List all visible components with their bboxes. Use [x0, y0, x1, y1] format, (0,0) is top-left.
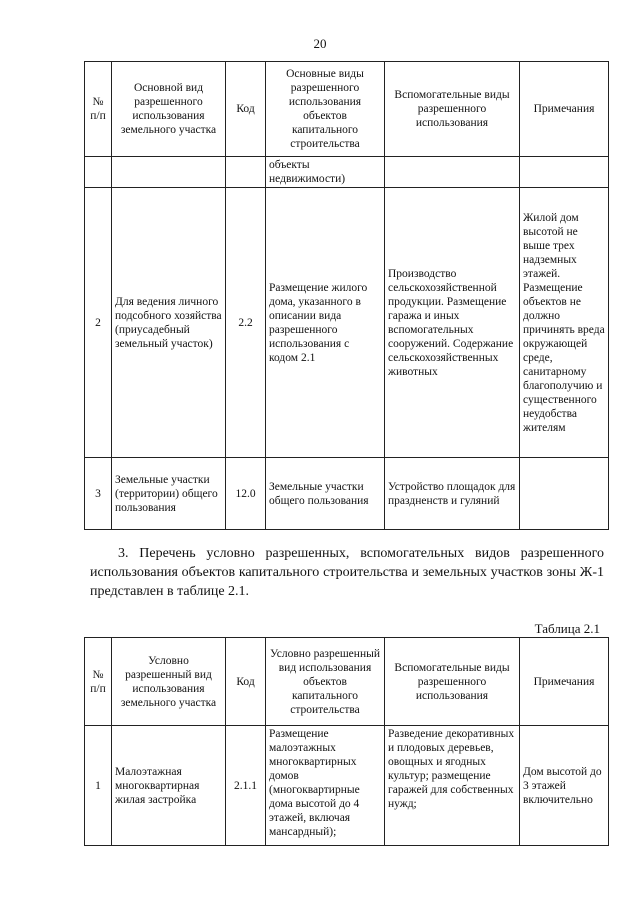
- row-main-objects: Земельные участки общего пользования: [266, 458, 385, 530]
- row-aux-use: Производство сельскохозяйственной продукции. Размещение гаража и иных вспомогательных сооружений. Содержание сельскохозяйственных животных: [385, 188, 520, 458]
- row-main-use: Малоэтажная многоквартирная жилая застройка: [112, 726, 226, 846]
- row-code: 2.1.1: [226, 726, 266, 846]
- row-num: 1: [85, 726, 112, 846]
- row-code: 12.0: [226, 458, 266, 530]
- header-num: № п/п: [85, 638, 112, 726]
- row-main-objects: Размещение малоэтажных многоквартирных домов (многоквартирные дома высотой до 4 этажей, включая мансардный);: [266, 726, 385, 846]
- table-row: [85, 726, 609, 846]
- header-aux-use: Вспомогательные виды разрешенного использования: [385, 62, 520, 157]
- paragraph-text: 3. Перечень условно разрешенных, вспомогательных видов разрешенного использования объектов капитального строительства и земельных участков зоны Ж-1 представлен в таблице 2.1.: [90, 546, 604, 599]
- page-number: 20: [313, 36, 327, 51]
- table-row: [85, 188, 609, 458]
- row-aux-use: Разведение декоративных и плодовых деревьев, овощных и ягодных культур; размещение гаражей для собственных нужд;: [385, 726, 520, 846]
- table-permitted-uses: [84, 61, 609, 530]
- table-row-continuation: [85, 157, 609, 188]
- header-main-use: Условно разрешенный вид использования земельного участка: [112, 638, 226, 726]
- header-code: Код: [226, 638, 266, 726]
- header-aux-use: Вспомогательные виды разрешенного использования: [385, 638, 520, 726]
- table-header-row: [85, 638, 609, 726]
- table-caption: Таблица 2.1: [534, 621, 600, 636]
- table-header-row: [85, 62, 609, 157]
- row-notes: Дом высотой до 3 этажей включительно: [520, 726, 609, 846]
- header-main-use: Основной вид разрешенного использования земельного участка: [112, 62, 226, 157]
- header-notes: Примечания: [520, 638, 609, 726]
- row-aux-use: Устройство площадок для праздненств и гуляний: [385, 458, 520, 530]
- row-main-objects: Размещение жилого дома, указанного в описании вида разрешенного использования с кодом 2.1: [266, 188, 385, 458]
- row-num: 2: [85, 188, 112, 458]
- row-main-use: Для ведения личного подсобного хозяйства (приусадебный земельный участок): [112, 188, 226, 458]
- header-code: Код: [226, 62, 266, 157]
- row-code: 2.2: [226, 188, 266, 458]
- header-main-objects: Основные виды разрешенного использования объектов капитального строительства: [266, 62, 385, 157]
- paragraph-3: [90, 544, 604, 601]
- row-notes: Жилой дом высотой не выше трех надземных этажей. Размещение объектов не должно причинять вреда окружающей среде, санитарному благополучию и существенного неудобства жителям: [520, 188, 609, 458]
- header-notes: Примечания: [520, 62, 609, 157]
- table-row: [85, 458, 609, 530]
- continuation-cell: объекты недвижимости): [266, 157, 385, 188]
- row-num: 3: [85, 458, 112, 530]
- header-num: № п/п: [85, 62, 112, 157]
- table-conditional-uses: [84, 637, 609, 846]
- row-main-use: Земельные участки (территории) общего пользования: [112, 458, 226, 530]
- row-notes: [520, 458, 609, 530]
- header-main-objects: Условно разрешенный вид использования объектов капитального строительства: [266, 638, 385, 726]
